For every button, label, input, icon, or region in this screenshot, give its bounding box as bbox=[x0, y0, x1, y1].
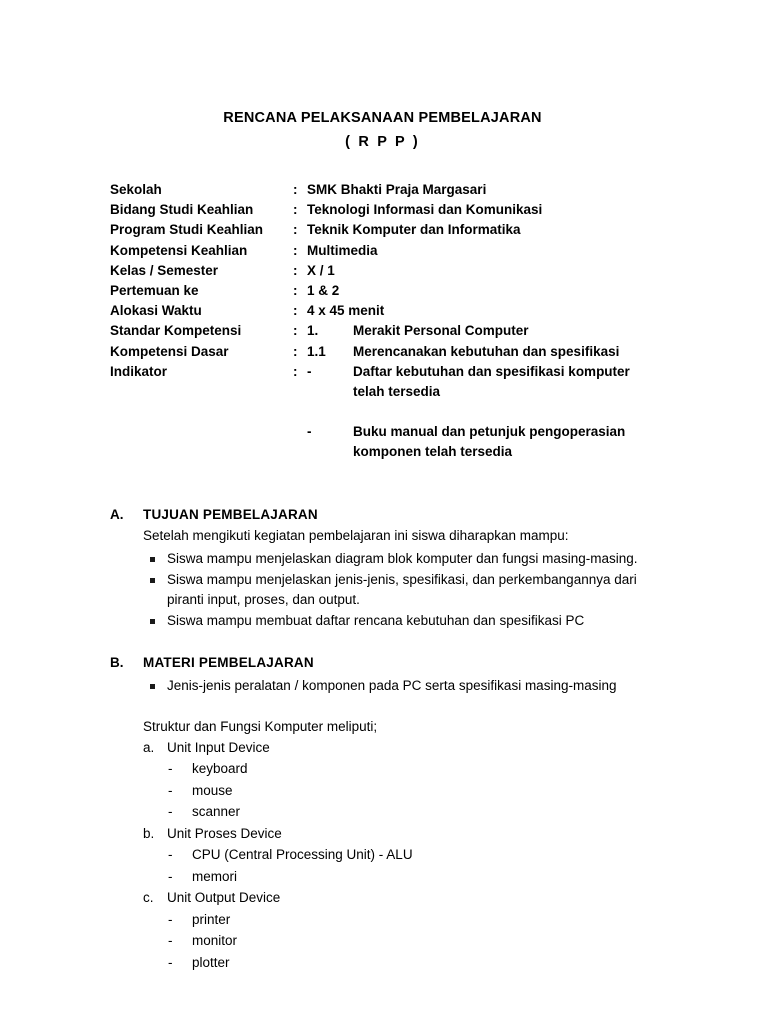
identity-value: Teknologi Informasi dan Komunikasi bbox=[307, 202, 543, 218]
identity-label: Pertemuan ke bbox=[110, 283, 199, 299]
identity-colon: : bbox=[293, 262, 298, 278]
document-content bbox=[110, 108, 655, 973]
identity-colon: : bbox=[293, 323, 298, 339]
device-group bbox=[143, 887, 655, 973]
square-bullet-icon bbox=[150, 557, 155, 562]
identity-colon: : bbox=[293, 283, 298, 299]
list-item-text: Siswa mampu menjelaskan jenis-jenis, spesifikasi, dan perkembangannya dari piranti input, proses, dan output. bbox=[167, 571, 637, 607]
identity-colon: : bbox=[293, 303, 298, 319]
identity-value: 1 & 2 bbox=[307, 283, 340, 299]
identity-value: SMK Bhakti Praja Margasari bbox=[307, 182, 487, 197]
table-row bbox=[110, 342, 653, 362]
identity-value: Merakit Personal Computer bbox=[353, 323, 529, 339]
section-b-bullet-list bbox=[143, 676, 655, 696]
identity-colon: : bbox=[293, 222, 298, 238]
table-row-indikator bbox=[110, 402, 653, 462]
identity-value: Teknik Komputer dan Informatika bbox=[307, 222, 521, 238]
document-title-block bbox=[110, 108, 655, 153]
identity-label: Program Studi Keahlian bbox=[110, 222, 264, 238]
list-item bbox=[168, 952, 655, 974]
device-group-heading bbox=[143, 823, 655, 845]
list-item bbox=[168, 844, 655, 866]
identity-table bbox=[110, 180, 653, 463]
list-item-text: mouse bbox=[192, 782, 233, 798]
identity-label: Alokasi Waktu bbox=[110, 303, 202, 319]
section-tujuan-pembelajaran bbox=[110, 505, 655, 631]
dash-bullet-icon: - bbox=[168, 933, 173, 949]
identity-value: 4 x 45 menit bbox=[307, 303, 385, 319]
section-a-letter: A. bbox=[110, 506, 124, 522]
device-group bbox=[143, 737, 655, 823]
list-item-text: scanner bbox=[192, 804, 241, 820]
section-a-intro: Setelah mengikuti kegiatan pembelajaran ini siswa diharapkan mampu: bbox=[143, 527, 569, 543]
list-item bbox=[168, 909, 655, 931]
identity-table-body bbox=[110, 180, 653, 463]
device-item-list bbox=[143, 844, 655, 887]
table-row bbox=[110, 220, 653, 240]
list-item-text: plotter bbox=[192, 954, 230, 970]
device-group-heading bbox=[143, 887, 655, 909]
device-group-heading bbox=[143, 737, 655, 759]
dash-bullet-icon: - bbox=[168, 761, 173, 777]
identity-number: 1.1 bbox=[307, 343, 326, 359]
dash-bullet-icon: - bbox=[168, 954, 173, 970]
list-item bbox=[168, 930, 655, 952]
device-item-list bbox=[143, 758, 655, 823]
list-item bbox=[168, 758, 655, 780]
device-group-letter: b. bbox=[143, 825, 155, 841]
identity-value: Multimedia bbox=[307, 242, 378, 258]
device-group-letter: a. bbox=[143, 739, 155, 755]
page-subtitle: ( R P P ) bbox=[345, 134, 420, 150]
device-group-letter: c. bbox=[143, 890, 154, 906]
list-item bbox=[143, 611, 655, 631]
device-group-title: Unit Output Device bbox=[167, 890, 281, 906]
square-bullet-icon bbox=[150, 619, 155, 624]
list-item-text: keyboard bbox=[192, 761, 248, 777]
table-row bbox=[110, 241, 653, 261]
section-a-title: TUJUAN PEMBELAJARAN bbox=[143, 506, 318, 522]
section-a-body bbox=[143, 526, 655, 631]
struktur-intro: Struktur dan Fungsi Komputer meliputi; bbox=[143, 718, 378, 734]
identity-label: Kompetensi Keahlian bbox=[110, 242, 248, 258]
indikator-dash: - bbox=[307, 424, 312, 440]
indikator-dash: - bbox=[307, 363, 312, 379]
dash-bullet-icon: - bbox=[168, 804, 173, 820]
list-item bbox=[168, 866, 655, 888]
square-bullet-icon bbox=[150, 684, 155, 689]
table-row bbox=[110, 261, 653, 281]
identity-label: Kelas / Semester bbox=[110, 262, 219, 278]
indikator-value: Daftar kebutuhan dan spesifikasi komputer telah tersedia bbox=[353, 363, 630, 400]
list-item-text: memori bbox=[192, 868, 238, 884]
identity-label: Standar Kompetensi bbox=[110, 323, 242, 339]
list-item-text: CPU (Central Processing Unit) - ALU bbox=[192, 847, 413, 863]
section-b-title: MATERI PEMBELAJARAN bbox=[143, 654, 314, 670]
list-item-text: monitor bbox=[192, 933, 238, 949]
dash-bullet-icon: - bbox=[168, 868, 173, 884]
identity-colon: : bbox=[293, 182, 298, 197]
identity-number: 1. bbox=[307, 323, 319, 339]
list-item-text: Siswa mampu membuat daftar rencana kebutuhan dan spesifikasi PC bbox=[167, 612, 585, 628]
identity-colon: : bbox=[293, 242, 298, 258]
list-item-text: Siswa mampu menjelaskan diagram blok komputer dan fungsi masing-masing. bbox=[167, 550, 638, 566]
table-row bbox=[110, 200, 653, 220]
list-item bbox=[143, 570, 655, 610]
section-a-bullet-list bbox=[143, 549, 655, 631]
section-materi-pembelajaran bbox=[110, 653, 655, 974]
table-row bbox=[110, 321, 653, 341]
section-b-spacer bbox=[143, 696, 655, 717]
list-item bbox=[143, 549, 655, 569]
table-row bbox=[110, 301, 653, 321]
dash-bullet-icon: - bbox=[168, 782, 173, 798]
indikator-colon-empty bbox=[293, 402, 307, 462]
indikator-value: Buku manual dan petunjuk pengoperasian komponen telah tersedia bbox=[353, 424, 626, 460]
device-group-title: Unit Proses Device bbox=[167, 825, 282, 841]
indikator-colon: : bbox=[293, 363, 298, 379]
device-item-list bbox=[143, 909, 655, 974]
table-row-indikator bbox=[110, 362, 653, 402]
list-item bbox=[168, 801, 655, 823]
section-b-letter: B. bbox=[110, 654, 124, 670]
identity-value: Merencanakan kebutuhan dan spesifikasi bbox=[353, 343, 620, 359]
identity-colon: : bbox=[293, 202, 298, 218]
dash-bullet-icon: - bbox=[168, 847, 173, 863]
table-row bbox=[110, 180, 653, 200]
page-title: RENCANA PELAKSANAAN PEMBELAJARAN bbox=[223, 110, 542, 126]
identity-label: Sekolah bbox=[110, 182, 162, 197]
list-item bbox=[168, 780, 655, 802]
identity-label: Kompetensi Dasar bbox=[110, 343, 229, 359]
section-b-heading bbox=[110, 653, 655, 673]
indikator-label-empty bbox=[110, 402, 293, 462]
list-item bbox=[143, 676, 655, 696]
list-item-text: printer bbox=[192, 911, 231, 927]
device-group-title: Unit Input Device bbox=[167, 739, 270, 755]
identity-value: X / 1 bbox=[307, 262, 335, 278]
indikator-label: Indikator bbox=[110, 363, 168, 379]
dash-bullet-icon: - bbox=[168, 911, 173, 927]
square-bullet-icon bbox=[150, 578, 155, 583]
list-item-text: Jenis-jenis peralatan / komponen pada PC serta spesifikasi masing-masing bbox=[167, 677, 617, 693]
identity-colon: : bbox=[293, 343, 298, 359]
device-groups bbox=[143, 737, 655, 974]
section-b-body bbox=[143, 676, 655, 974]
section-a-heading bbox=[110, 505, 655, 525]
identity-label: Bidang Studi Keahlian bbox=[110, 202, 254, 218]
table-row bbox=[110, 281, 653, 301]
device-group bbox=[143, 823, 655, 888]
